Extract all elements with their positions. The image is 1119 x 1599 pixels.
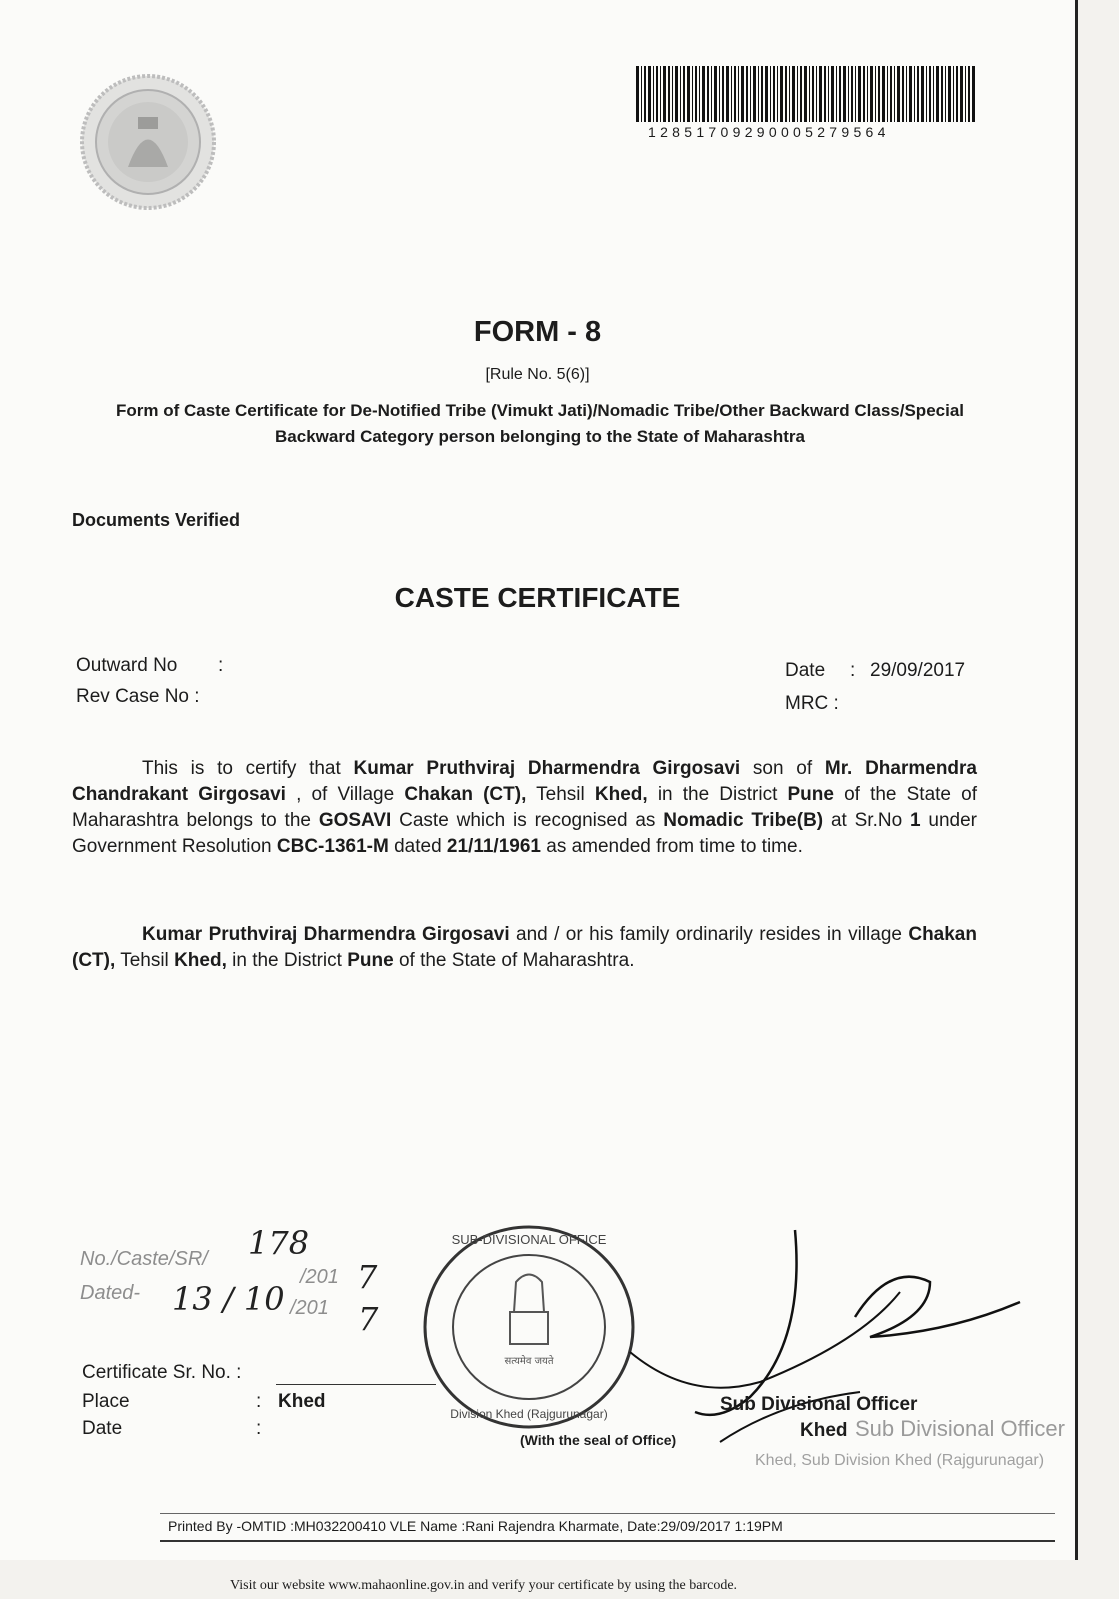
- officer-stamp-line2: Khed, Sub Division Khed (Rajgurunagar): [755, 1452, 1045, 1469]
- outward-no-label: Outward No: [76, 655, 178, 676]
- cert-sr-label: Certificate Sr. No. :: [82, 1362, 242, 1383]
- place-value: Khed: [278, 1391, 326, 1412]
- district: Pune: [787, 784, 834, 805]
- register-no-label: No./Caste/SR/: [80, 1248, 208, 1270]
- barcode: [636, 66, 976, 122]
- svg-text:सत्यमेव जयते: सत्यमेव जयते: [504, 1356, 554, 1367]
- date-label: Date: [785, 660, 826, 681]
- category: Nomadic Tribe(B): [663, 810, 824, 831]
- register-year2-label: /201: [290, 1297, 329, 1319]
- hw-year2: 7: [358, 1300, 379, 1338]
- hw-register-no: 178: [248, 1224, 310, 1262]
- hw-year1: 7: [357, 1258, 378, 1296]
- residence-paragraph: Kumar Pruthviraj Dharmendra Girgosavi and / or his family ordinarily resides in village Chakan (CT), Tehsil Khed, in the District Pune of the State of Maharashtra.: [72, 924, 977, 971]
- state-emblem-seal: [78, 72, 218, 212]
- outward-no-sep: :: [218, 655, 224, 676]
- date-sep-bottom: :: [256, 1418, 262, 1439]
- footer-rule-bottom: [160, 1540, 1055, 1542]
- sr-no: 1: [910, 810, 921, 831]
- register-year-label: /201: [300, 1266, 339, 1288]
- place-label: Place: [82, 1391, 130, 1412]
- form-rule: [Rule No. 5(6)]: [485, 366, 590, 383]
- officer-place: Khed: [800, 1420, 848, 1441]
- verify-website-note: Visit our website www.mahaonline.gov.in and verify your certificate by using the barcode.: [230, 1578, 738, 1593]
- applicant-name: Kumar Pruthviraj Dharmendra Girgosavi: [353, 758, 741, 779]
- hw-date: 13 / 10: [172, 1280, 285, 1318]
- form-subtitle: Form of Caste Certificate for De-Notified Tribe (Vimukt Jati)/Nomadic Tribe/Other Backward Class/Special Backward Category person belonging to the State of Maharashtra: [115, 401, 965, 446]
- certify-paragraph: This is to certify that Kumar Pruthviraj Dharmendra Girgosavi son of Mr. Dharmendra Chandrakant Girgosavi , of Village Chakan (CT), Tehsil Khed, in the District Pune of the State of Maharashtra belongs to the GOSAVI Caste which is recognised as Nomadic Tribe(B) at Sr.No 1 under Government Resolution CBC-1361-M dated 21/11/1961 as amended from time to time.: [72, 758, 978, 857]
- documents-verified: Documents Verified: [72, 510, 241, 530]
- rev-case-label: Rev Case No :: [76, 686, 200, 707]
- date-label-bottom: Date: [82, 1418, 123, 1439]
- barcode-number: 128517092900052795​64: [648, 124, 890, 140]
- tehsil: Khed,: [594, 784, 648, 805]
- svg-text:SUB-DIVISIONAL OFFICE: SUB-DIVISIONAL OFFICE: [451, 1232, 607, 1247]
- resolution: CBC-1361-M: [276, 836, 389, 857]
- date-value: 29/09/2017: [870, 660, 966, 681]
- place-sep: :: [256, 1391, 262, 1412]
- seal-caption: (With the seal of Office): [520, 1432, 677, 1448]
- resolution-date: 21/11/1961: [446, 836, 541, 857]
- cert-sr-line: [276, 1384, 436, 1385]
- date-sep: :: [850, 660, 856, 681]
- caste: GOSAVI: [318, 810, 392, 831]
- footer-rule-top: [160, 1513, 1055, 1514]
- officer-title: Sub Divisional Officer: [720, 1394, 918, 1415]
- form-title: FORM - 8: [473, 316, 602, 348]
- register-dated-label: Dated-: [80, 1282, 141, 1304]
- printed-by: Printed By -OMTID :MH032200410 VLE Name :Rani Rajendra Kharmate, Date:29/09/2017 1:19PM: [168, 1518, 783, 1534]
- village: Chakan (CT),: [404, 784, 527, 805]
- certificate-title: CASTE CERTIFICATE: [394, 582, 681, 613]
- father-name: Mr. Dharmendra Chandrakant Girgosavi: [72, 758, 977, 805]
- svg-text:Division Khed (Rajgurunagar): Division Khed (Rajgurunagar): [450, 1407, 608, 1421]
- mrc-label: MRC :: [785, 693, 839, 714]
- officer-stamp-line1: Sub Divisional Officer: [855, 1416, 1065, 1441]
